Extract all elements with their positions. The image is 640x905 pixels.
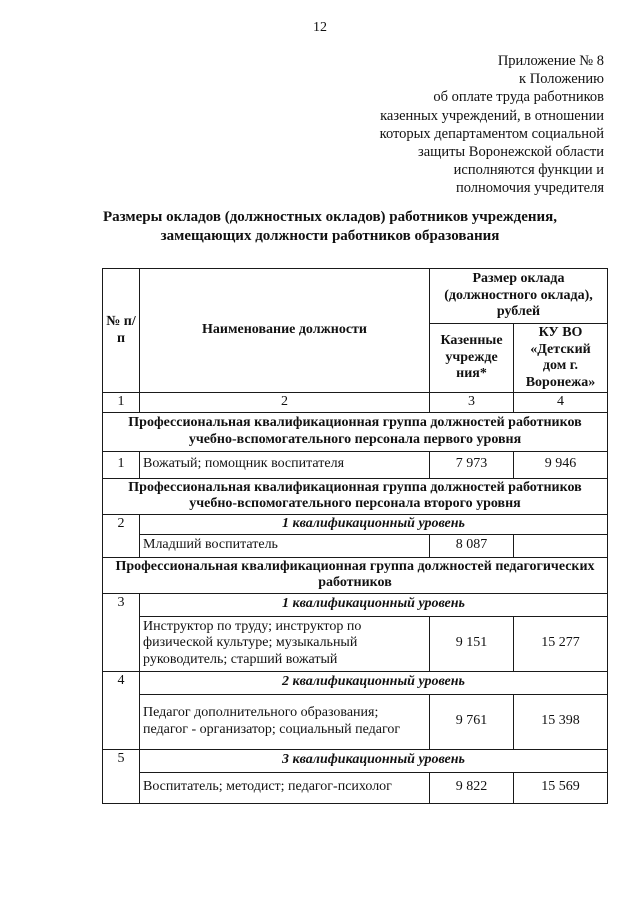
appendix-line: исполняются функции и [453,162,604,179]
level-row [103,514,608,534]
position-name: Воспитатель; методист; педагог-психолог [140,772,430,803]
table-row [103,694,608,749]
appendix-block [304,52,604,198]
salary-orphanage [514,534,608,557]
row-num: 5 [103,749,140,803]
row-num: 4 [103,671,140,749]
row-num: 2 [103,514,140,557]
level-row [103,593,608,616]
table-row [103,534,608,557]
row-num: 3 [103,593,140,671]
index-cell: 3 [430,393,514,413]
group-title: Профессиональная квалификационная группа должностей педагогических работников [103,557,608,593]
header-num: № п/п [103,269,140,393]
header-state-institutions: Казенные учрежде ния* [430,324,514,393]
header-orphanage: КУ ВО «Детский дом г. Воронежа» [514,324,608,393]
salary-orphanage: 15 398 [514,694,608,749]
table-row [103,772,608,803]
table-row [103,616,608,671]
group-title: Профессиональная квалификационная группа должностей работников учебно-вспомогательного персонала второго уровня [103,478,608,514]
salary-state: 7 973 [430,451,514,478]
position-name: Инструктор по труду; инструктор по физической культуре; музыкальный руководитель; старший вожатый [140,616,430,671]
group-title: Профессиональная квалификационная группа должностей работников учебно-вспомогательного персонала первого уровня [103,412,608,451]
qualification-level: 3 квалификационный уровень [140,749,608,772]
position-name: Младший воспитатель [140,534,430,557]
qualification-level: 1 квалификационный уровень [140,593,608,616]
position-name: Педагог дополнительного образования; педагог - организатор; социальный педагог [140,694,430,749]
table-header-row [103,269,608,324]
appendix-line: полномочия учредителя [455,180,604,197]
group-row [103,412,608,451]
table-index-row [103,393,608,413]
salary-state: 8 087 [430,534,514,557]
salary-orphanage: 9 946 [514,451,608,478]
salary-state: 9 151 [430,616,514,671]
salary-orphanage: 15 569 [514,772,608,803]
group-row [103,478,608,514]
appendix-line: казенных учреждений, в отношении [380,107,604,124]
index-cell: 1 [103,393,140,413]
salary-state: 9 761 [430,694,514,749]
group-row [103,557,608,593]
document-title [60,208,600,246]
salary-table [102,268,608,804]
qualification-level: 1 квалификационный уровень [140,514,608,534]
salary-state: 9 822 [430,772,514,803]
header-salary-group: Размер оклада (должностного оклада), рублей [430,269,608,324]
appendix-line: к Положению [519,71,604,88]
document-title-line: Размеры окладов (должностных окладов) работников учреждения, [102,209,558,225]
qualification-level: 2 квалификационный уровень [140,671,608,694]
level-row [103,671,608,694]
appendix-line: защиты Воронежской области [417,144,604,161]
appendix-line: которых департаментом социальной [379,125,604,142]
document-title-line: замещающих должности работников образования [160,228,500,244]
table-row [103,451,608,478]
header-name: Наименование должности [140,269,430,393]
position-name: Вожатый; помощник воспитателя [140,451,430,478]
page-number: 12 [313,20,327,35]
level-row [103,749,608,772]
index-cell: 2 [140,393,430,413]
salary-orphanage: 15 277 [514,616,608,671]
row-num: 1 [103,451,140,478]
index-cell: 4 [514,393,608,413]
appendix-line: об оплате труда работников [433,89,604,106]
appendix-line: Приложение № 8 [497,53,604,69]
